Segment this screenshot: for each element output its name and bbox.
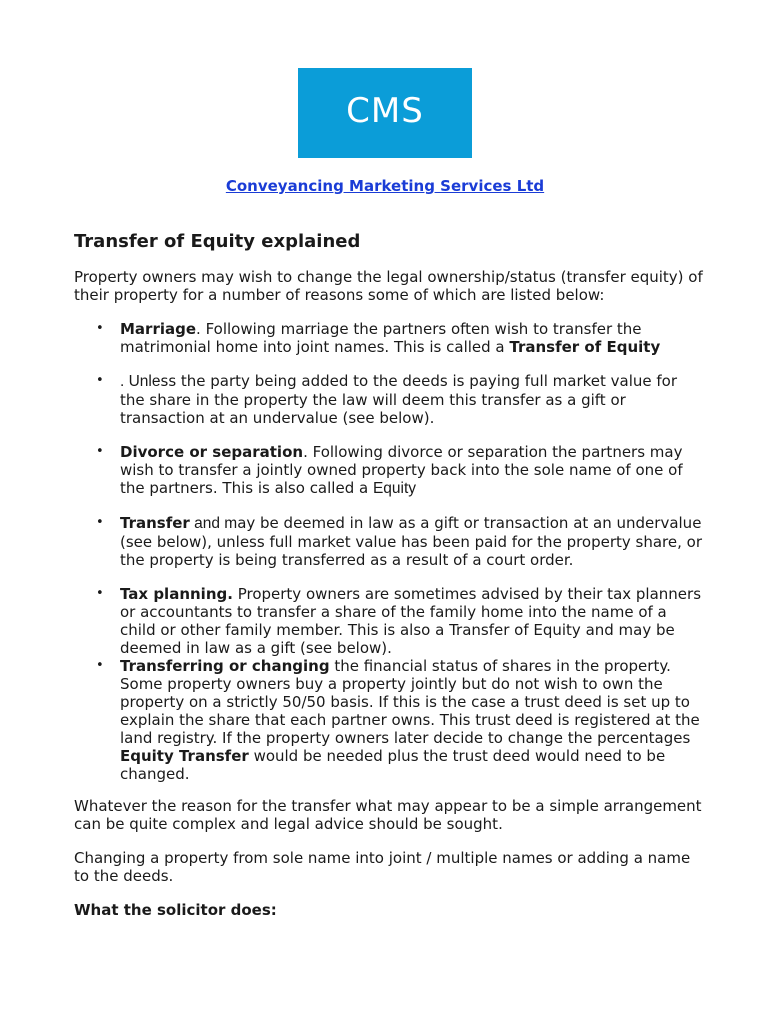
list-item-transfer (120, 514, 704, 569)
item-bold: Tax planning. (120, 585, 233, 603)
item-text-sans: Equity (372, 480, 417, 497)
subheading-solicitor (74, 901, 704, 919)
list-item-transferring (120, 657, 704, 783)
reasons-list (74, 320, 704, 783)
subheading-text: What the solicitor does: (74, 901, 277, 919)
item-text-2: would be needed plus the trust deed would need to be changed. (120, 747, 666, 783)
paragraph-whatever: Whatever the reason for the transfer what may appear to be a simple arrangement can be quite complex and legal advice should be sought. (74, 797, 702, 833)
page-title: Transfer of Equity explained (74, 231, 361, 252)
list-item-marriage (120, 320, 704, 356)
item-text-b: ss the party being added to the deeds is paying full market value for the share in the property the law will deem this transfer as a gift or transaction at an undervalue (see below). (120, 372, 678, 427)
list-item-divorce (120, 443, 704, 498)
logo-text: CMS (346, 91, 424, 131)
company-link-wrapper (0, 176, 770, 195)
document-body (74, 230, 704, 919)
item-bold: Divorce or separation (120, 443, 304, 461)
item-text-sans: and m (189, 515, 238, 532)
item-text: . Following marriage the partners often wish to transfer the matrimonial home into joint names. This is called a (120, 320, 642, 356)
item-bold: Marriage (120, 320, 197, 338)
item-text: the financial status of shares in the property. Some property owners buy a property jointly but do not wish to own the property on a strictly 50/50 basis. If this is the case a trust deed is set up to explain the share that each partner owns. This trust deed is registered at the land registry. If the property owners later decide to change the percentages (120, 657, 700, 747)
item-bold-2: Transfer of Equity (509, 338, 661, 356)
item-text: Property owners are sometimes advised by their tax planners or accountants to transfer a share of the family home into the name of a child or other family member. This is also a Transfer of Equity and may be deemed in law as a gift (see below). (120, 585, 702, 657)
item-text: ay be deemed in law as a gift or transaction at an undervalue (see below), unless full market value has been paid for the property share, or the property is being transferred as a result of a court order. (120, 514, 703, 569)
cms-logo (298, 68, 472, 158)
item-bold: Transfer (120, 514, 190, 532)
list-item-tax-planning (120, 585, 704, 657)
item-bold-2: Equity Transfer (120, 747, 249, 765)
item-text-a: . Unle (120, 373, 161, 390)
list-item-unless (120, 372, 704, 427)
item-bold: Transferring or changing (120, 657, 330, 675)
paragraph-changing: Changing a property from sole name into joint / multiple names or adding a name to the deeds. (74, 849, 691, 885)
item-text: . Following divorce or separation the partners may wish to transfer a jointly owned property back into the sole name of one of the partners. This is also called a (120, 443, 683, 497)
company-link[interactable]: Conveyancing Marketing Services Ltd (225, 177, 545, 195)
intro-paragraph: Property owners may wish to change the legal ownership/status (transfer equity) of their property for a number of reasons some of which are listed below: (74, 268, 703, 304)
